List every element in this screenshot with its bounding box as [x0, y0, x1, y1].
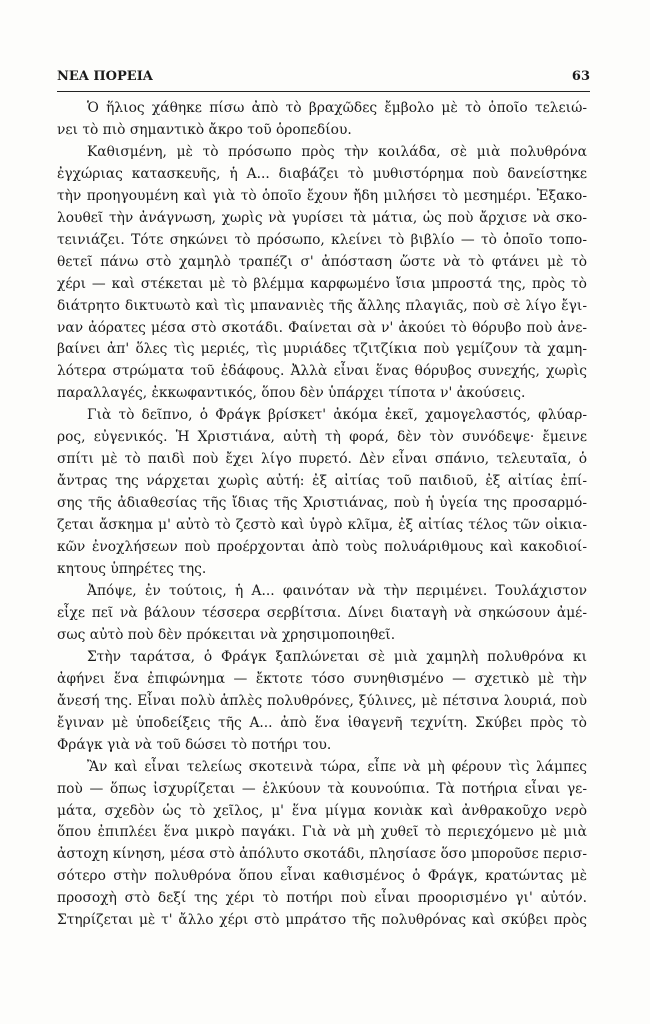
text-line: Καθισμένη, μὲ τὸ πρόσωπο πρὸς τὴν κοιλάδα, σὲ μιὰ πολυθρόνα	[87, 143, 587, 160]
header-rule	[57, 91, 590, 92]
text-line: Φράγκ γιὰ νὰ τοῦ δώσει τὸ ποτήρι του.	[57, 736, 332, 753]
text-line: θετεῖ πάνω στὸ χαμηλὸ τραπέζι σ' ἀπόσταση ὥστε νὰ τὸ φτάνει μὲ τὸ	[57, 253, 587, 270]
text-line: ὅπου ἐπιπλέει ἕνα μικρὸ παγάκι. Γιὰ νὰ μὴ χυθεῖ τὸ περιεχόμενο μὲ μιὰ	[57, 824, 587, 841]
text-line: ἄνεσή της. Εἶναι πολὺ ἁπλὲς πολυθρόνες, ξύλινες, μὲ πέτσινα λουριά, ποὺ	[57, 692, 587, 709]
text-line: διάτρητο δικτυωτὸ καὶ τὶς μπανανιὲς τῆς ἄλλης πλαγιᾶς, ποὺ σὲ λίγο ἔγι-	[57, 297, 587, 314]
text-line: μάτα, σχεδὸν ὡς τὸ χεῖλος, μ' ἕνα μίγμα κονιὰκ καὶ ἀνθρακοῦχο νερὸ	[57, 802, 587, 819]
text-line: σπίτι μὲ τὸ παιδὶ ποὺ ἔχει λίγο πυρετό. Δὲν εἶναι σπάνιο, τελευταῖα, ὁ	[57, 451, 587, 468]
text-line: παραλλαγές, ἐκκωφαντικός, ὅπου δὲν ὑπάρχει τίποτα ν' ἀκούσεις.	[57, 385, 526, 402]
text-line: ρος, εὐγενικός. Ἡ Χριστιάνα, αὐτὴ τὴ φορά, δὲν τὸν συνόδεψε· ἔμεινε	[57, 429, 587, 446]
text-line: σης τῆς ἀδιαθεσίας τῆς ἴδιας τῆς Χριστιάνας, ποὺ ἡ ὑγεία της προσαρμό-	[57, 495, 587, 512]
page-number: 63	[571, 69, 590, 84]
text-line: προσοχὴ στὸ δεξί της χέρι τὸ ποτήρι ποὺ εἶναι προορισμένο γι' αὐτόν.	[57, 890, 587, 907]
text-line: Γιὰ τὸ δεῖπνο, ὁ Φράγκ βρίσκετ' ἀκόμα ἐκεῖ, χαμογελαστός, φλύαρ-	[87, 407, 587, 424]
text-line: εἶχε πεῖ νὰ βάλουν τέσσερα σερβίτσια. Δίνει διαταγὴ νὰ σηκώσουν ἀμέ-	[57, 604, 587, 621]
text-line: ἔγιναν μὲ ὑποδείξεις τῆς Α... ἀπὸ ἕνα ἰθαγενῆ τεχνίτη. Σκύβει πρὸς τὸ	[57, 714, 587, 731]
text-line: λότερα στρώματα τοῦ ἐδάφους. Ἀλλὰ εἶναι ἕνας θόρυβος συνεχής, χωρὶς	[57, 363, 587, 380]
text-line: Ὁ ἥλιος χάθηκε πίσω ἀπὸ τὸ βραχῶδες ἔμβολο μὲ τὸ ὁποῖο τελειώ-	[87, 100, 587, 116]
text-line: Στηρίζεται μὲ τ' ἄλλο χέρι στὸ μπράτσο τῆς πολυθρόνας καὶ σκύβει πρὸς	[57, 912, 587, 929]
text-line: ἄντρας της νάρχεται χωρὶς αὐτή: ἐξ αἰτίας τοῦ παιδιοῦ, ἐξ αἰτίας ἐπί-	[57, 473, 587, 490]
text-line: Ἀπόψε, ἐν τούτοις, ἡ Α... φαινόταν νὰ τὴν περιμένει. Τουλάχιστον	[87, 582, 587, 599]
text-line: βαίνει ἀπ' ὅλες τὶς μεριές, τὶς μυριάδες τζιτζίκια ποὺ γεμίζουν τὰ χαμη-	[57, 341, 587, 358]
text-line: τὴν προηγουμένη καὶ γιὰ τὸ ὁποῖο ἔχουν ἤδη μιλήσει τὸ μεσημέρι. Ἐξακο-	[57, 187, 587, 204]
text-line: ναν ἀόρατες μέσα στὸ σκοτάδι. Φαίνεται σὰ ν' ἀκούει τὸ θόρυβο ποὺ ἀνε-	[57, 319, 587, 336]
text-line: κῶν ἐνοχλήσεων ποὺ προέρχονται ἀπὸ τοὺς πολυάριθμους καὶ κακοδιοί-	[57, 539, 587, 556]
body-text	[57, 98, 587, 932]
text-line: ποὺ — ὅπως ἰσχυρίζεται — ἑλκύουν τὰ κουνούπια. Τὰ ποτήρια εἶναι γε-	[57, 780, 587, 797]
text-line: Ἂν καὶ εἶναι τελείως σκοτεινὰ τώρα, εἶπε νὰ μὴ φέρουν τὶς λάμπες	[87, 758, 587, 775]
running-header	[57, 62, 590, 84]
text-line: Στὴν ταράτσα, ὁ Φράγκ ξαπλώνεται σὲ μιὰ χαμηλὴ πολυθρόνα κι	[87, 648, 587, 665]
text-line: ἀστοχη κίνηση, μέσα στὸ ἀπόλυτο σκοτάδι, πλησίασε ὅσο μποροῦσε περισ-	[57, 846, 587, 863]
text-line: σως αὐτὸ ποὺ δὲν πρόκειται νὰ χρησιμοποιηθεῖ.	[57, 626, 396, 643]
text-line: σότερο στὴν πολυθρόνα ὅπου εἶναι καθισμένος ὁ Φράγκ, κρατώντας μὲ	[57, 868, 587, 885]
text-line: νει τὸ πιὸ σημαντικὸ ἄκρο τοῦ ὁροπεδίου.	[57, 121, 352, 138]
text-line: τεινιάζει. Τότε σηκώνει τὸ πρόσωπο, κλείνει τὸ βιβλίο — τὸ ὁποῖο τοπο-	[57, 231, 587, 248]
text-line: ζεται ἄσκημα μ' αὐτὸ τὸ ζεστὸ καὶ ὑγρὸ κλῖμα, ἐξ αἰτίας τέλος τῶν οἰκια-	[57, 517, 587, 534]
text-line: ἐγχώριας κατασκευῆς, ἡ Α... διαβάζει τὸ μυθιστόρημα ποὺ δανείστηκε	[57, 165, 587, 182]
text-line: λουθεῖ τὴν ἀνάγνωση, χωρὶς νὰ γυρίσει τὰ μάτια, ὡς ποὺ ἄρχισε νὰ σκο-	[57, 209, 587, 226]
text-line: χέρι — καὶ στέκεται μὲ τὸ βλέμμα καρφωμένο ἴσια μπροστά της, πρὸς τὸ	[57, 275, 587, 292]
text-line: κητους ὑπηρέτες της.	[57, 561, 207, 578]
running-title: ΝΕΑ ΠΟΡΕΙΑ	[57, 69, 153, 84]
text-line: ἀφήνει ἕνα ἐπιφώνημα — ἔκτοτε τόσο συνηθισμένο — σχετικὸ μὲ τὴν	[57, 670, 587, 687]
